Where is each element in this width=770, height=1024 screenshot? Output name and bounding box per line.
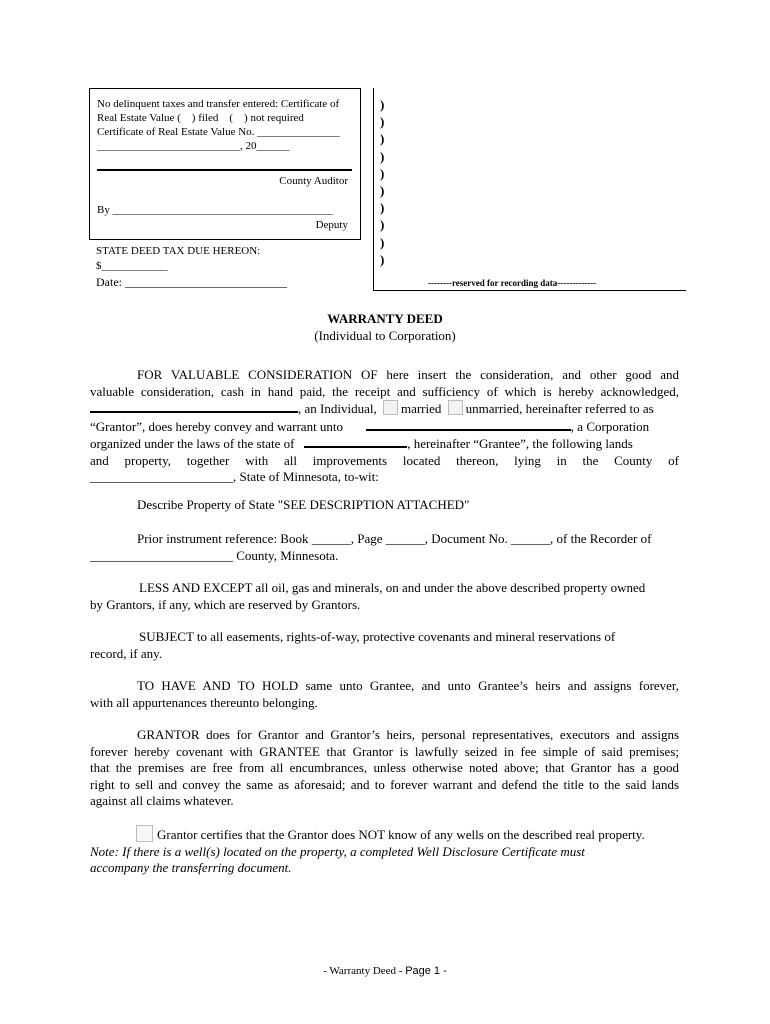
deed-tax-date: Date: ___________________________ — [96, 275, 287, 289]
page-footer — [0, 965, 770, 977]
auditor-certificate-box — [89, 88, 361, 240]
habendum-paragraph: TO HAVE AND TO HOLD same unto Grantee, and unto Grantee’s heirs and assigns forever, with all appurtenances thereunto belonging. — [90, 678, 679, 710]
state-field[interactable] — [304, 435, 407, 448]
less-except-paragraph: LESS AND EXCEPT all oil, gas and minerals, on and under the above described property owned by Grantors, if any, which are reserved by Grantors. — [90, 580, 646, 612]
auditor-line-1: No delinquent taxes and transfer entered: Certificate of — [97, 98, 340, 110]
reserved-recording-label: --------reserved for recording data------------- — [428, 278, 597, 288]
auditor-line-4: __________________________, 20______ — [97, 140, 290, 152]
well-note-line-1: Note: If there is a well(s) located on the property, a completed Well Disclosure Certificate must — [90, 843, 585, 859]
recording-parens: ) ) ) ) ) ) ) ) ) ) — [380, 97, 385, 267]
consideration-paragraph: FOR VALUABLE CONSIDERATION OF here insert the consideration, and other good and valuable consideration, cash in hand paid, the receipt and sufficiency of which is hereby acknowledged, , an Individual, married unmarried, hereinafter referred to as “Grantor”, does hereby convey and warrant unto , a Corporation organized under the laws of the state of , hereinafter “Grantee”, the following lands and property, together with all improvements located thereon, lying in the County of ______________________, State of Minnesota, to-wit: — [90, 367, 679, 484]
well-note-line-2: accompany the transferring document. — [90, 860, 292, 875]
property-description: Describe Property of State "SEE DESCRIPTION ATTACHED" — [137, 497, 470, 512]
unmarried-checkbox[interactable] — [448, 400, 463, 415]
footer-label: - Warranty Deed - — [323, 965, 406, 977]
deputy-label: Deputy — [315, 219, 348, 231]
well-certification-text: Grantor certifies that the Grantor does NOT know of any wells on the described real property. — [157, 827, 645, 842]
subject-to-paragraph: SUBJECT to all easements, rights-of-way, protective covenants and mineral reservations of record, if any. — [90, 629, 616, 661]
page-subtitle: (Individual to Corporation) — [314, 328, 456, 343]
grantor-name-field[interactable] — [90, 400, 298, 413]
deed-tax-amount: $____________ — [96, 260, 168, 272]
page-number: Page 1 - — [405, 965, 447, 977]
grantee-name-field[interactable] — [366, 418, 571, 431]
covenant-paragraph: GRANTOR does for Grantor and Grantor’s heirs, personal representatives, executors and assigns forever hereby covenant with GRANTEE that Grantor is lawfully seized in fee simple of said premises; that the premises are free from all encumbrances, unless otherwise noted above; that Grantor has a good right to sell and convey the same as aforesaid; and to forever warrant and defend the title to the said lands against all claims whatever. — [90, 727, 679, 808]
prior-instrument-paragraph: Prior instrument reference: Book ______, Page ______, Document No. ______, of the Recorder of ______________________ County, Minnesota. — [90, 531, 652, 563]
auditor-line-2: Real Estate Value ( ) filed ( ) not required — [97, 112, 304, 124]
no-wells-checkbox[interactable] — [136, 825, 153, 842]
signature-line — [97, 169, 352, 171]
county-auditor-label: County Auditor — [279, 175, 348, 187]
married-checkbox[interactable] — [383, 400, 398, 415]
page-title: WARRANTY DEED — [327, 311, 443, 326]
deed-tax-label: STATE DEED TAX DUE HEREON: — [96, 245, 261, 257]
well-disclosure-section — [90, 825, 679, 877]
by-line: By ________________________________________ — [97, 204, 333, 216]
recording-area-divider — [373, 88, 374, 290]
auditor-line-3: Certificate of Real Estate Value No. _______________ — [97, 126, 340, 138]
recording-area-baseline — [373, 290, 686, 291]
